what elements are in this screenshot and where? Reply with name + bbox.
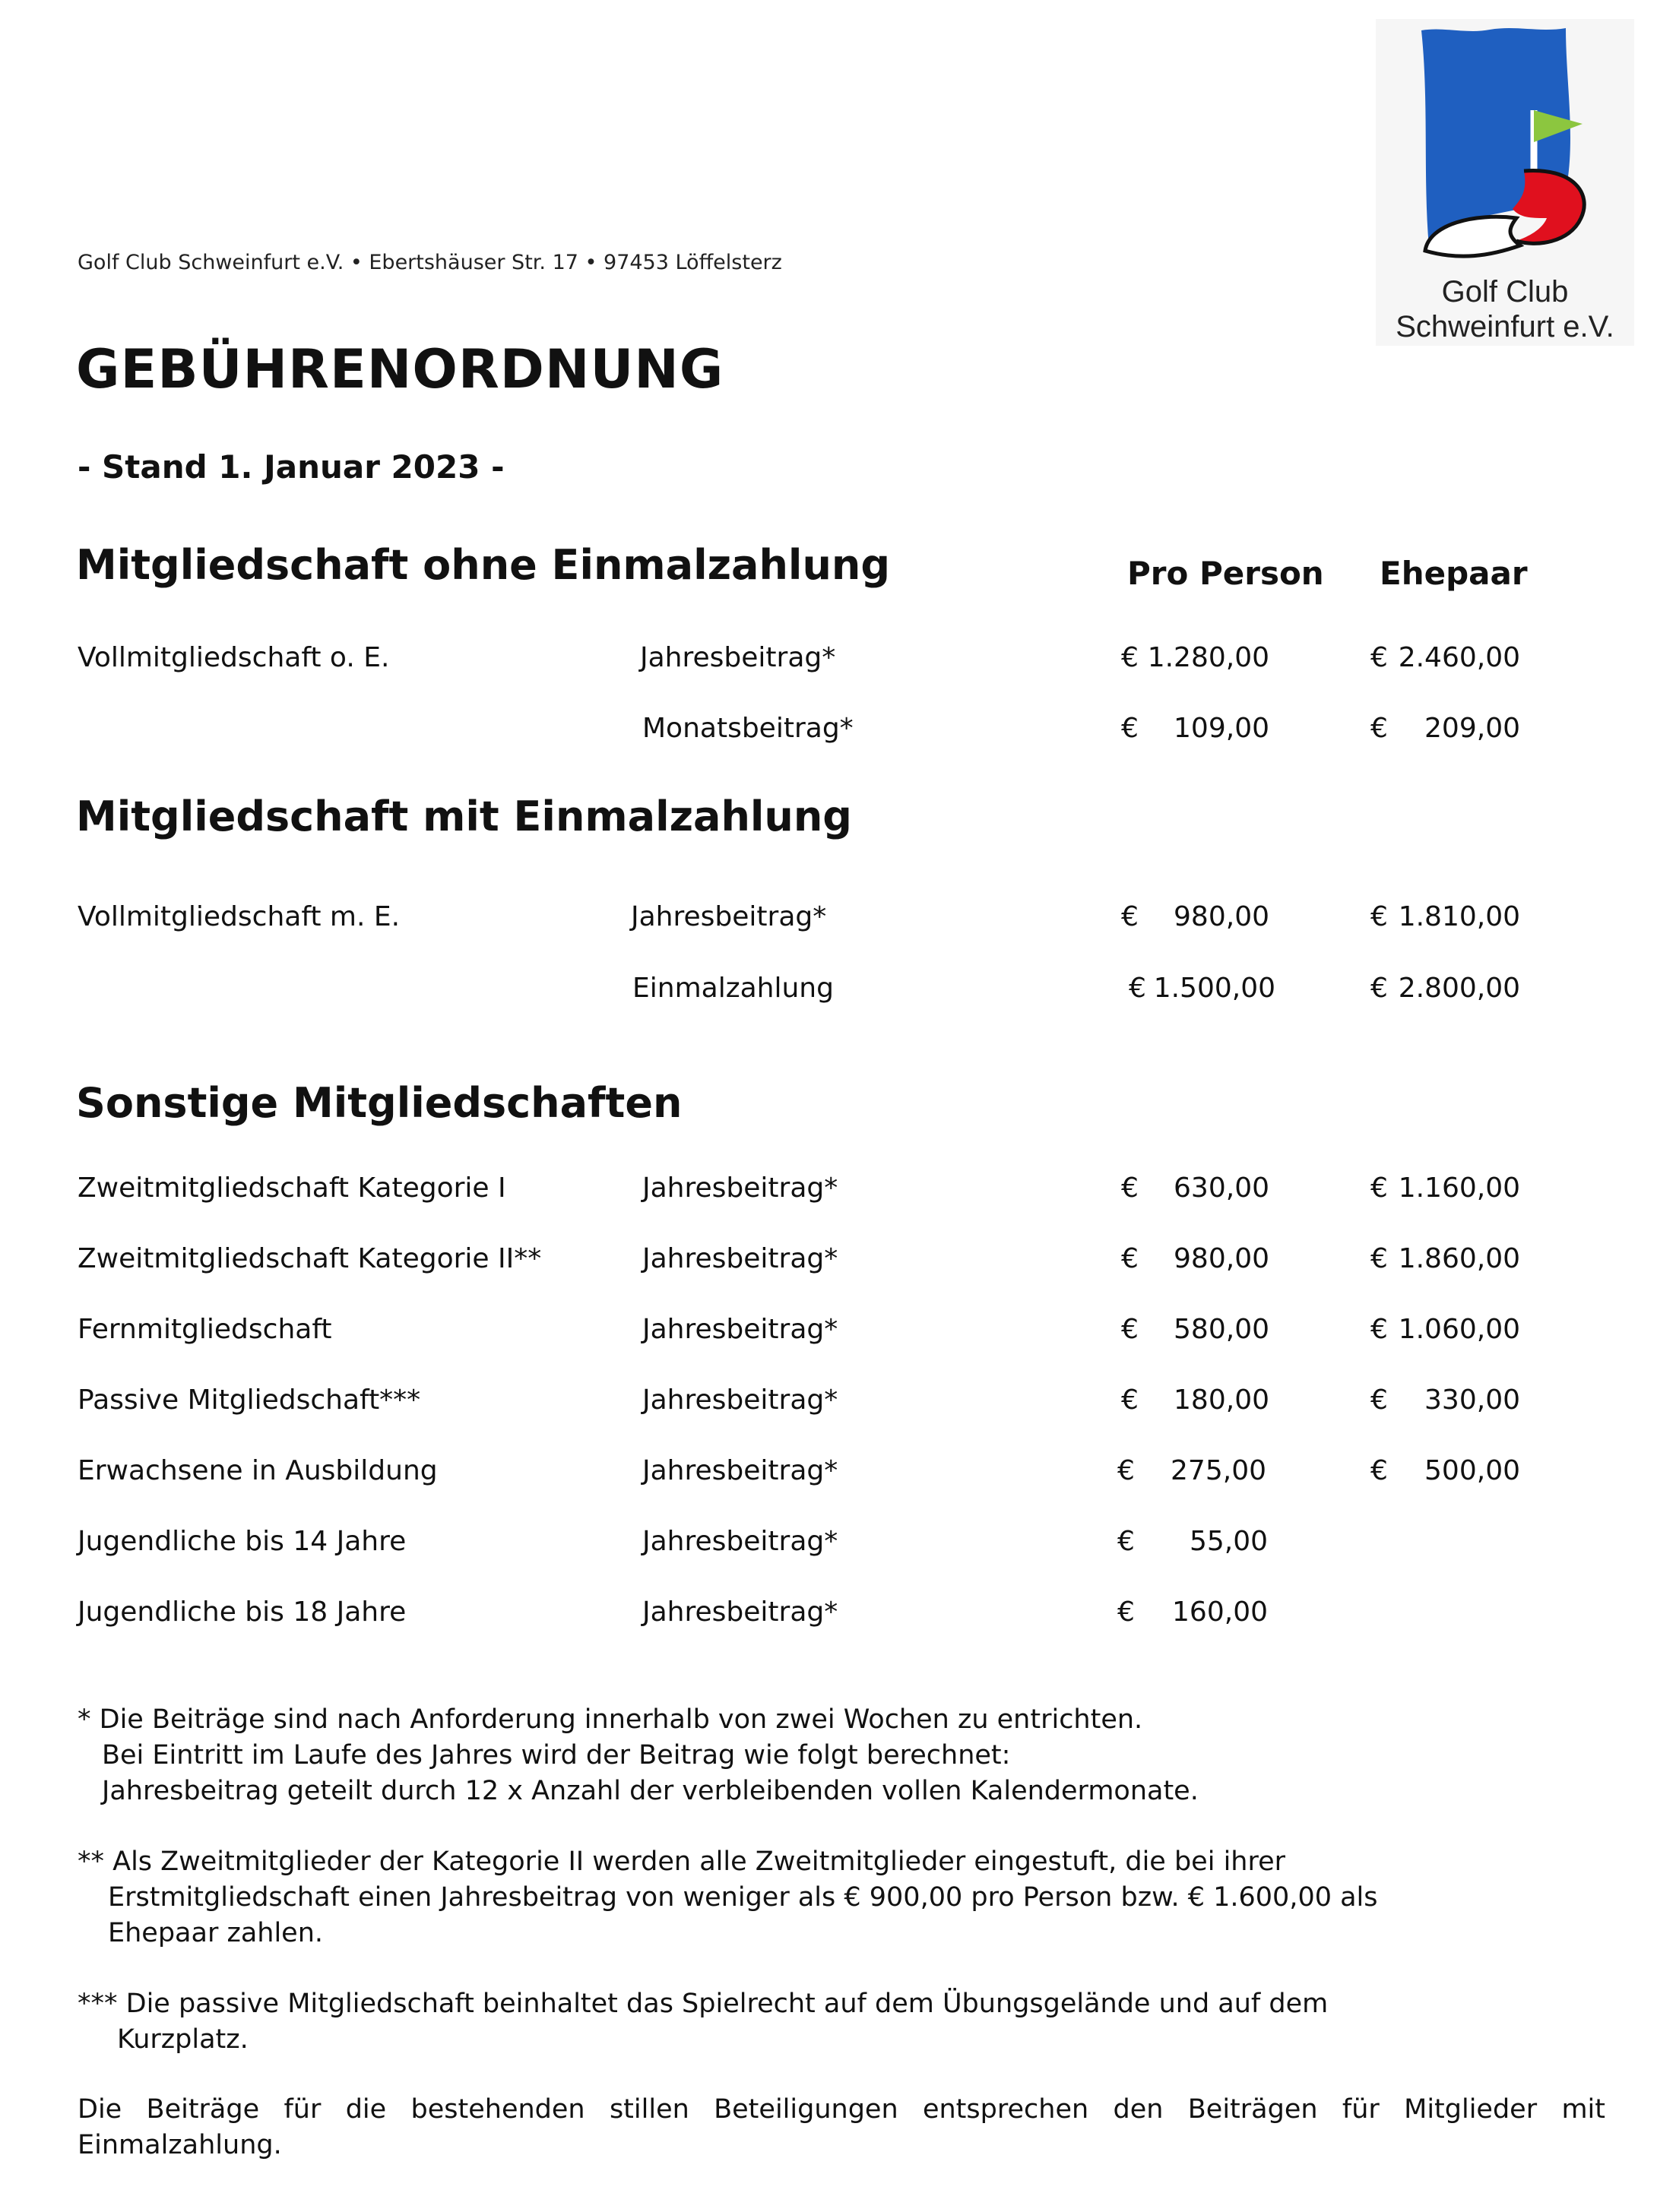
currency-symbol: € (1370, 642, 1388, 673)
footnote-line: * Die Beiträge sind nach Anforderung innerhalb von zwei Wochen zu entrichten. (78, 1704, 1143, 1735)
price-couple: 2.460,00 (1398, 642, 1520, 673)
fee-type: Jahresbeitrag* (642, 1384, 838, 1416)
fee-row (0, 1384, 1657, 1422)
price-per-person: 630,00 (1174, 1172, 1269, 1204)
club-address: Golf Club Schweinfurt e.V. • Ebertshäuser Str. 17 • 97453 Löffelsterz (78, 251, 782, 274)
currency-symbol: € (1121, 1384, 1139, 1416)
currency-symbol: € (1370, 1455, 1388, 1486)
price-per-person: 160,00 (1172, 1597, 1268, 1628)
currency-symbol: € (1121, 1243, 1139, 1274)
footnote-2 (78, 1844, 1605, 1951)
price-couple: 1.160,00 (1398, 1172, 1520, 1204)
footnote-line: Ehepaar zahlen. (108, 1918, 324, 1948)
fee-type: Jahresbeitrag* (642, 1243, 838, 1274)
fee-type: Jahresbeitrag* (642, 1597, 838, 1628)
section-heading: Sonstige Mitgliedschaften (76, 1079, 683, 1127)
footnote-line: Bei Eintritt im Laufe des Jahres wird der Beitrag wie folgt berechnet: (102, 1740, 1011, 1771)
footnote-1 (78, 1702, 1605, 1809)
section-heading: Mitgliedschaft ohne Einmalzahlung (76, 541, 890, 589)
fee-type: Jahresbeitrag* (642, 1526, 838, 1557)
price-per-person: 109,00 (1174, 713, 1269, 744)
membership-name: Passive Mitgliedschaft*** (78, 1384, 421, 1416)
page-subtitle: - Stand 1. Januar 2023 - (78, 448, 505, 486)
membership-name: Zweitmitgliedschaft Kategorie II** (78, 1243, 542, 1274)
currency-symbol: € (1121, 1172, 1139, 1204)
column-header-per-person: Pro Person (1127, 555, 1324, 592)
section-heading: Mitgliedschaft mit Einmalzahlung (76, 793, 852, 840)
footnote-line: ** Als Zweitmitglieder der Kategorie II werden alle Zweitmitglieder eingestuft, die bei ihrer (78, 1846, 1286, 1877)
currency-symbol: € (1370, 1384, 1388, 1416)
footnote-3 (78, 1986, 1605, 2058)
fee-row (0, 901, 1657, 939)
fee-row (0, 1243, 1657, 1281)
price-per-person: 1.280,00 (1147, 642, 1269, 673)
currency-symbol: € (1370, 1314, 1388, 1345)
fee-row (0, 973, 1657, 1011)
fee-type: Jahresbeitrag* (642, 1172, 838, 1204)
fee-row (0, 1526, 1657, 1564)
membership-name: Jugendliche bis 18 Jahre (78, 1597, 407, 1628)
footnote-line: *** Die passive Mitgliedschaft beinhaltet das Spielrecht auf dem Übungsgelände und auf dem (78, 1989, 1329, 2019)
footnote-line: Jahresbeitrag geteilt durch 12 x Anzahl der verbleibenden vollen Kalendermonate. (102, 1776, 1199, 1806)
fee-row (0, 1172, 1657, 1210)
fee-type: Einmalzahlung (632, 973, 834, 1004)
currency-symbol: € (1129, 973, 1146, 1004)
price-couple: 1.810,00 (1398, 901, 1520, 932)
fee-row (0, 642, 1657, 680)
fee-type: Jahresbeitrag* (640, 642, 836, 673)
price-per-person: 275,00 (1171, 1455, 1266, 1486)
currency-symbol: € (1121, 1314, 1139, 1345)
page-title: GEBÜHRENORDNUNG (76, 338, 724, 400)
price-couple: 500,00 (1424, 1455, 1520, 1486)
price-couple: 2.800,00 (1398, 973, 1520, 1004)
currency-symbol: € (1117, 1526, 1135, 1557)
currency-symbol: € (1121, 901, 1139, 932)
currency-symbol: € (1370, 713, 1388, 744)
currency-symbol: € (1370, 973, 1388, 1004)
currency-symbol: € (1370, 1243, 1388, 1274)
column-header-couple: Ehepaar (1380, 555, 1528, 592)
price-per-person: 55,00 (1189, 1526, 1268, 1557)
fee-type: Jahresbeitrag* (631, 901, 827, 932)
price-per-person: 1.500,00 (1153, 973, 1275, 1004)
price-couple: 330,00 (1424, 1384, 1520, 1416)
footnote-line: Kurzplatz. (117, 2024, 249, 2055)
price-per-person: 580,00 (1174, 1314, 1269, 1345)
price-couple: 209,00 (1424, 713, 1520, 744)
membership-name: Fernmitgliedschaft (78, 1314, 332, 1345)
fee-type: Jahresbeitrag* (642, 1455, 838, 1486)
membership-name: Jugendliche bis 14 Jahre (78, 1526, 407, 1557)
footnote-line: Erstmitgliedschaft einen Jahresbeitrag von weniger als € 900,00 pro Person bzw. € 1.600,00 als (108, 1882, 1378, 1913)
currency-symbol: € (1370, 1172, 1388, 1204)
fee-row (0, 713, 1657, 751)
currency-symbol: € (1121, 713, 1139, 744)
logo-text-line1: Golf Club (1441, 275, 1569, 309)
membership-name: Vollmitgliedschaft m. E. (78, 901, 401, 932)
fee-row (0, 1314, 1657, 1352)
price-per-person: 980,00 (1174, 901, 1269, 932)
currency-symbol: € (1117, 1455, 1135, 1486)
fee-type: Jahresbeitrag* (642, 1314, 838, 1345)
logo-text-line2: Schweinfurt e.V. (1396, 310, 1614, 343)
currency-symbol: € (1370, 901, 1388, 932)
fee-row (0, 1455, 1657, 1493)
closing-note: Die Beiträge für die bestehenden stillen Beteiligungen entsprechen den Beiträgen für Mitglieder mit Einmalzahlung. (78, 2094, 1605, 2160)
price-couple: 1.860,00 (1398, 1243, 1520, 1274)
fee-type: Monatsbeitrag* (642, 713, 854, 744)
price-per-person: 180,00 (1174, 1384, 1269, 1416)
price-per-person: 980,00 (1174, 1243, 1269, 1274)
currency-symbol: € (1117, 1597, 1135, 1628)
fee-row (0, 1597, 1657, 1634)
membership-name: Vollmitgliedschaft o. E. (78, 642, 390, 673)
membership-name: Erwachsene in Ausbildung (78, 1455, 438, 1486)
membership-name: Zweitmitgliedschaft Kategorie I (78, 1172, 506, 1204)
price-couple: 1.060,00 (1398, 1314, 1520, 1345)
currency-symbol: € (1121, 642, 1139, 673)
